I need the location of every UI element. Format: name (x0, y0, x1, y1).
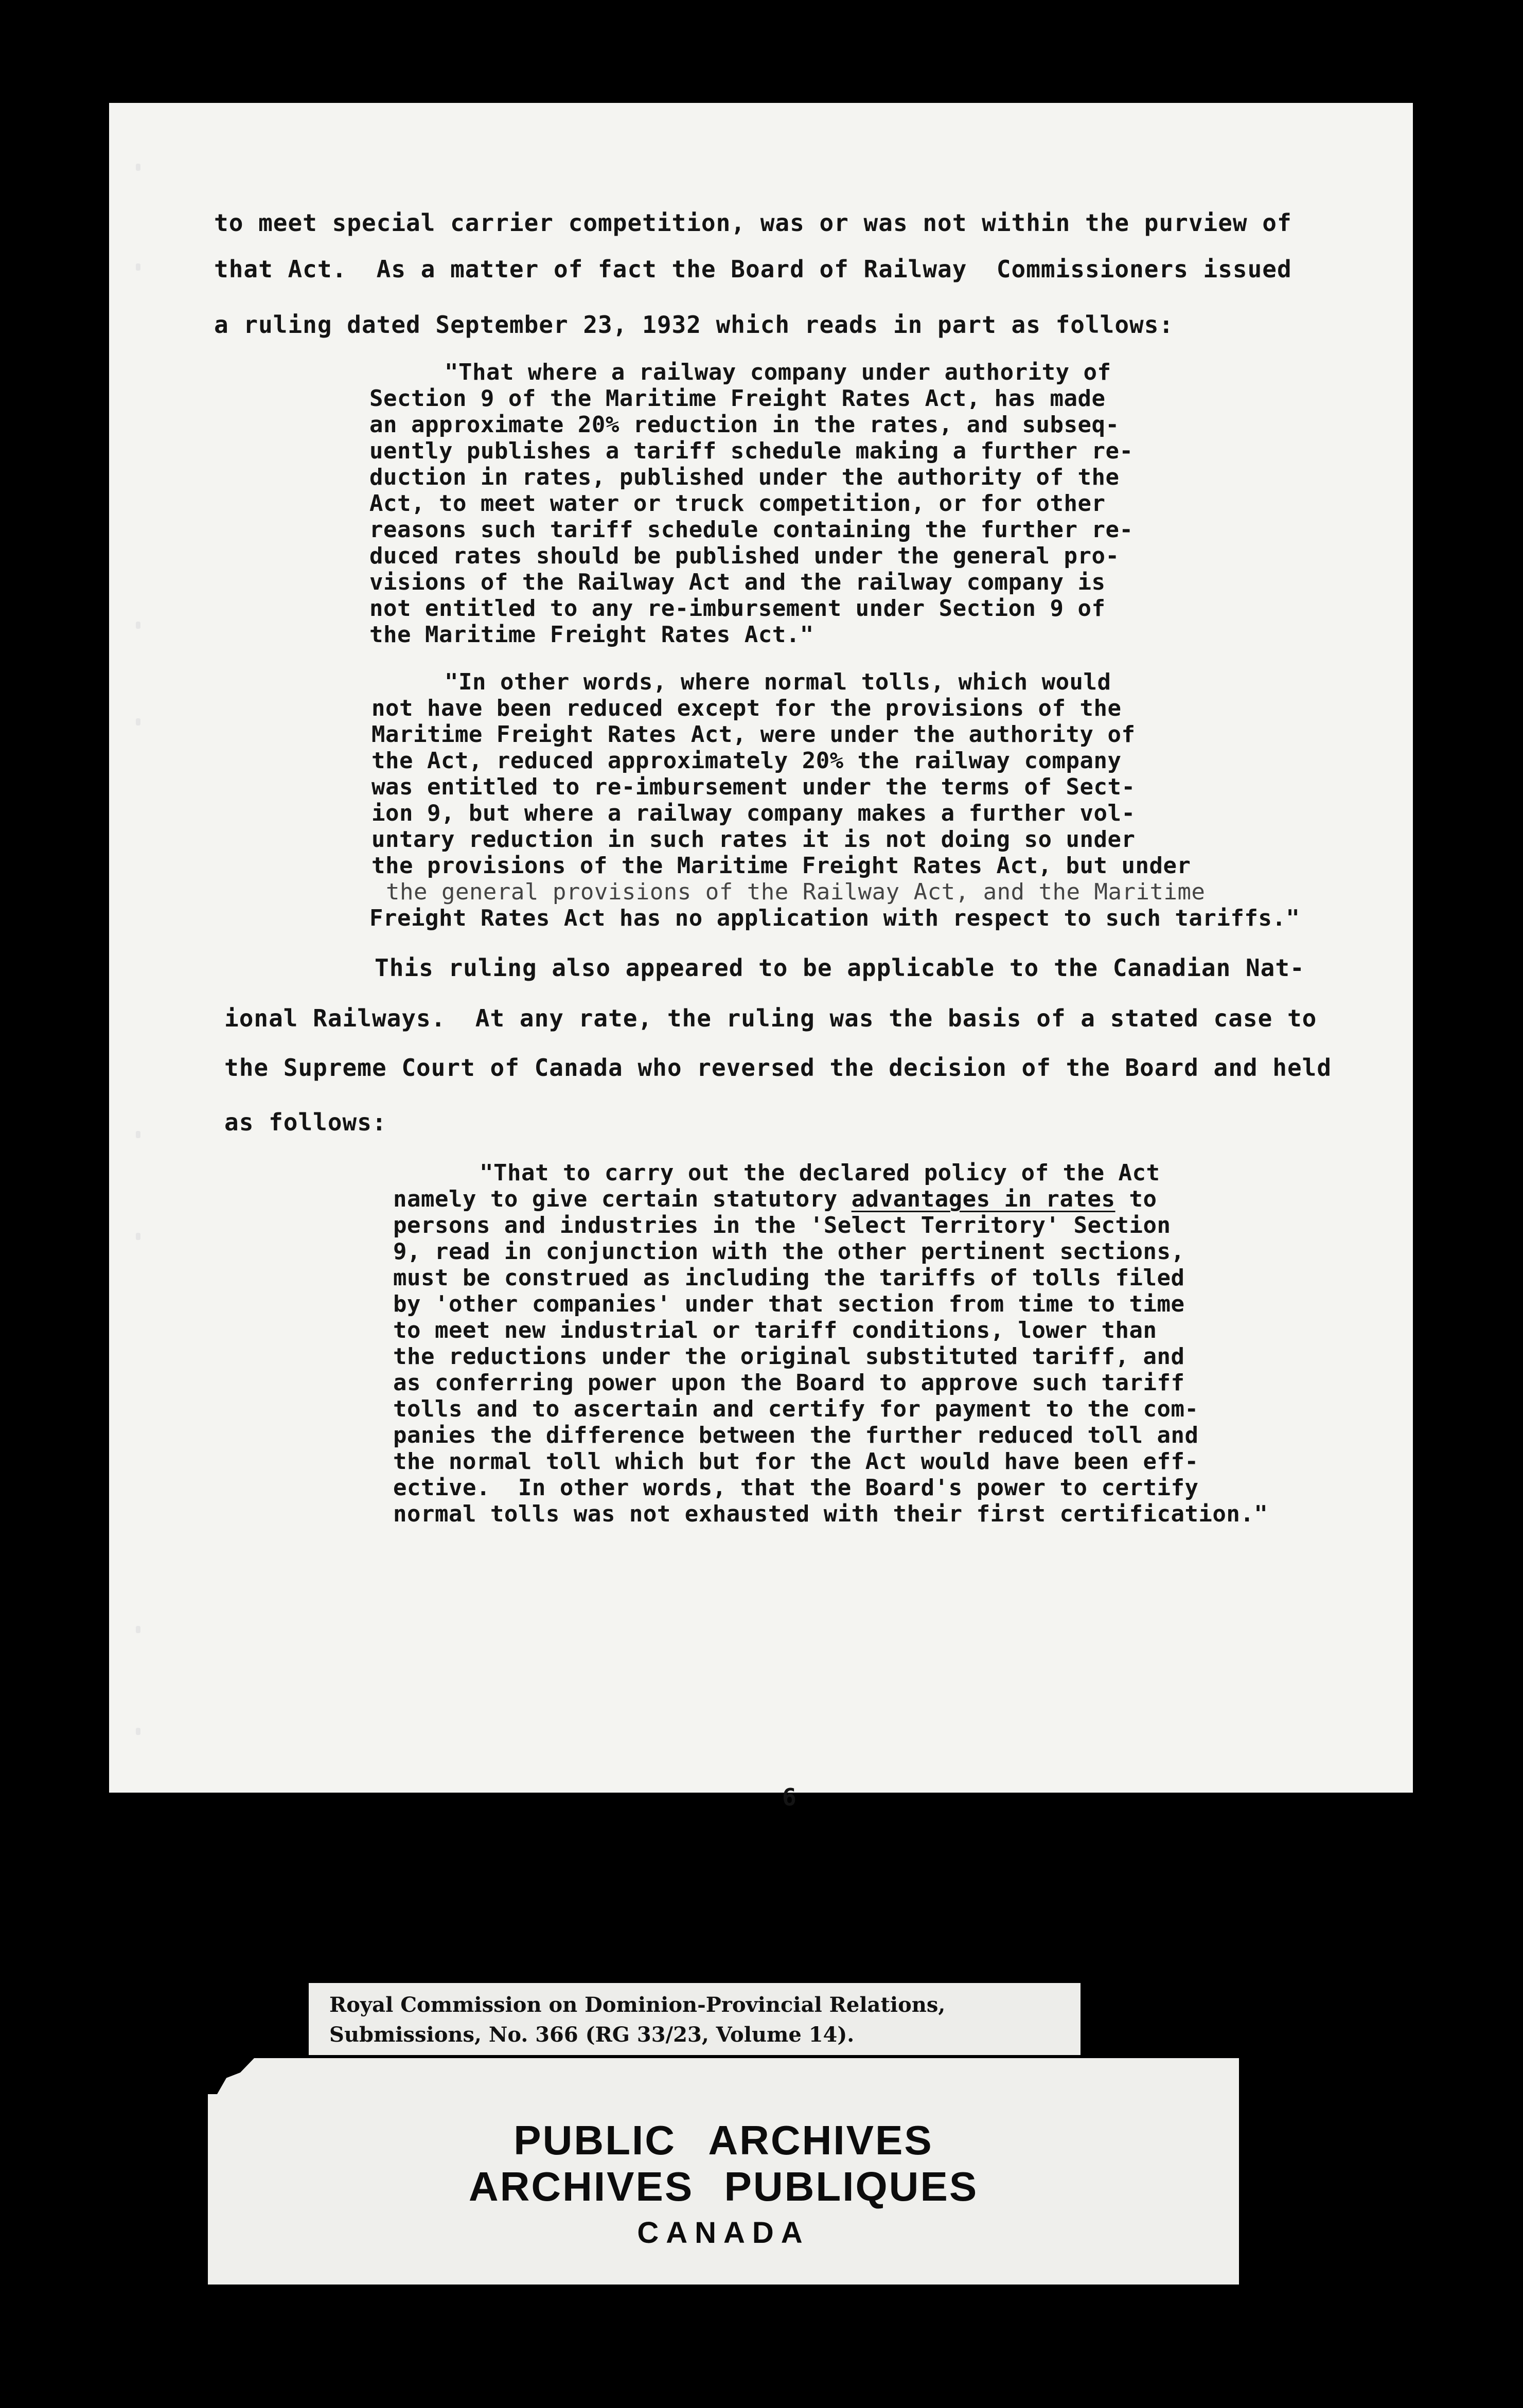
quote-text: namely to give certain statutory (393, 1186, 852, 1212)
paragraph-line: a ruling dated September 23, 1932 which reads in part as follows: (214, 311, 1174, 339)
quote-line: ion 9, but where a railway company makes a further vol- (371, 800, 1136, 826)
quote-line: the reductions under the original substituted tariff, and (393, 1343, 1185, 1370)
paragraph-line: the Supreme Court of Canada who reversed the decision of the Board and held (224, 1054, 1332, 1082)
margin-mark (136, 622, 140, 629)
quote-line: as conferring power upon the Board to approve such tariff (393, 1370, 1185, 1396)
quote-line: tolls and to ascertain and certify for payment to the com- (393, 1396, 1199, 1422)
margin-mark (136, 1626, 140, 1633)
quote-line: ective. In other words, that the Board's power to certify (393, 1475, 1199, 1501)
stamp-line: CANADA (637, 2216, 810, 2250)
quote-line: the general provisions of the Railway Act, and the Maritime (386, 879, 1206, 905)
quote-line: Maritime Freight Rates Act, were under the authority of (371, 721, 1136, 748)
stamp-line: ARCHIVES PUBLIQUES (468, 2164, 979, 2209)
quote-line: Freight Rates Act has no application with respect to such tariffs." (369, 905, 1300, 931)
quote-line: "In other words, where normal tolls, which would (445, 669, 1111, 695)
document-page (109, 103, 1413, 1811)
quote-line: reasons such tariff schedule containing the further re- (369, 517, 1134, 543)
quote-line: was entitled to re-imbursement under the terms of Sect- (371, 774, 1136, 800)
quote-line: the Maritime Freight Rates Act." (369, 622, 814, 648)
quote-line: the Act, reduced approximately 20% the railway company (371, 748, 1122, 774)
quote-line: to meet new industrial or tariff conditions, lower than (393, 1317, 1157, 1343)
margin-mark (136, 164, 140, 171)
quote-line: uently publishes a tariff schedule making a further re- (369, 438, 1134, 464)
reference-line: Submissions, No. 366 (RG 33/23, Volume 14). (329, 2023, 855, 2047)
paragraph-line: that Act. As a matter of fact the Board of Railway Commissioners issued (214, 255, 1292, 283)
quote-line: duced rates should be published under the general pro- (369, 543, 1120, 569)
margin-mark (136, 1233, 140, 1240)
underlined-phrase: advantages in rates (851, 1186, 1115, 1212)
public-archives-stamp (208, 2058, 1239, 2285)
quote-line: must be construed as including the tariffs of tolls filed (393, 1265, 1185, 1291)
paragraph-line: as follows: (224, 1108, 387, 1136)
quote-line: normal tolls was not exhausted with their first certification." (393, 1501, 1268, 1527)
quote-line: the provisions of the Maritime Freight Rates Act, but under (371, 853, 1191, 879)
quote-line: 9, read in conjunction with the other pertinent sections, (393, 1238, 1185, 1265)
margin-mark (136, 1131, 140, 1138)
margin-mark (136, 1728, 140, 1735)
quote-line: not entitled to any re-imbursement under Section 9 of (369, 595, 1106, 622)
margin-mark (136, 718, 140, 725)
quote-line: not have been reduced except for the provisions of the (371, 695, 1122, 721)
stamp-line: PUBLIC ARCHIVES (513, 2117, 933, 2163)
quote-line: by 'other companies' under that section from time to time (393, 1291, 1185, 1317)
quote-line: an approximate 20% reduction in the rates, and subseq- (369, 412, 1120, 438)
quote-line: the normal toll which but for the Act would have been eff- (393, 1448, 1199, 1475)
quote-line: "That where a railway company under authority of (445, 359, 1111, 385)
paragraph-line: to meet special carrier competition, was or was not within the purview of (214, 209, 1292, 237)
quote-text: to (1115, 1186, 1157, 1212)
archive-reference-label (309, 1983, 1081, 2055)
paragraph-line: This ruling also appeared to be applicable to the Canadian Nat- (375, 954, 1305, 982)
quote-line: Act, to meet water or truck competition, or for other (369, 490, 1106, 517)
quote-line: panies the difference between the further reduced toll and (393, 1422, 1199, 1448)
quote-line: duction in rates, published under the authority of the (369, 464, 1120, 490)
margin-mark (136, 263, 140, 271)
paragraph-line: ional Railways. At any rate, the ruling was the basis of a stated case to (224, 1004, 1317, 1032)
quote-line (393, 1188, 1157, 1211)
quote-line: untary reduction in such rates it is not doing so under (371, 826, 1136, 853)
quote-line: Section 9 of the Maritime Freight Rates Act, has made (369, 385, 1106, 412)
page-number: 6 (782, 1783, 796, 1811)
quote-line: "That to carry out the declared policy of the Act (480, 1160, 1160, 1186)
quote-line: visions of the Railway Act and the railway company is (369, 569, 1106, 595)
reference-line: Royal Commission on Dominion-Provincial Relations, (329, 1993, 946, 2017)
quote-line: persons and industries in the 'Select Territory' Section (393, 1212, 1171, 1238)
